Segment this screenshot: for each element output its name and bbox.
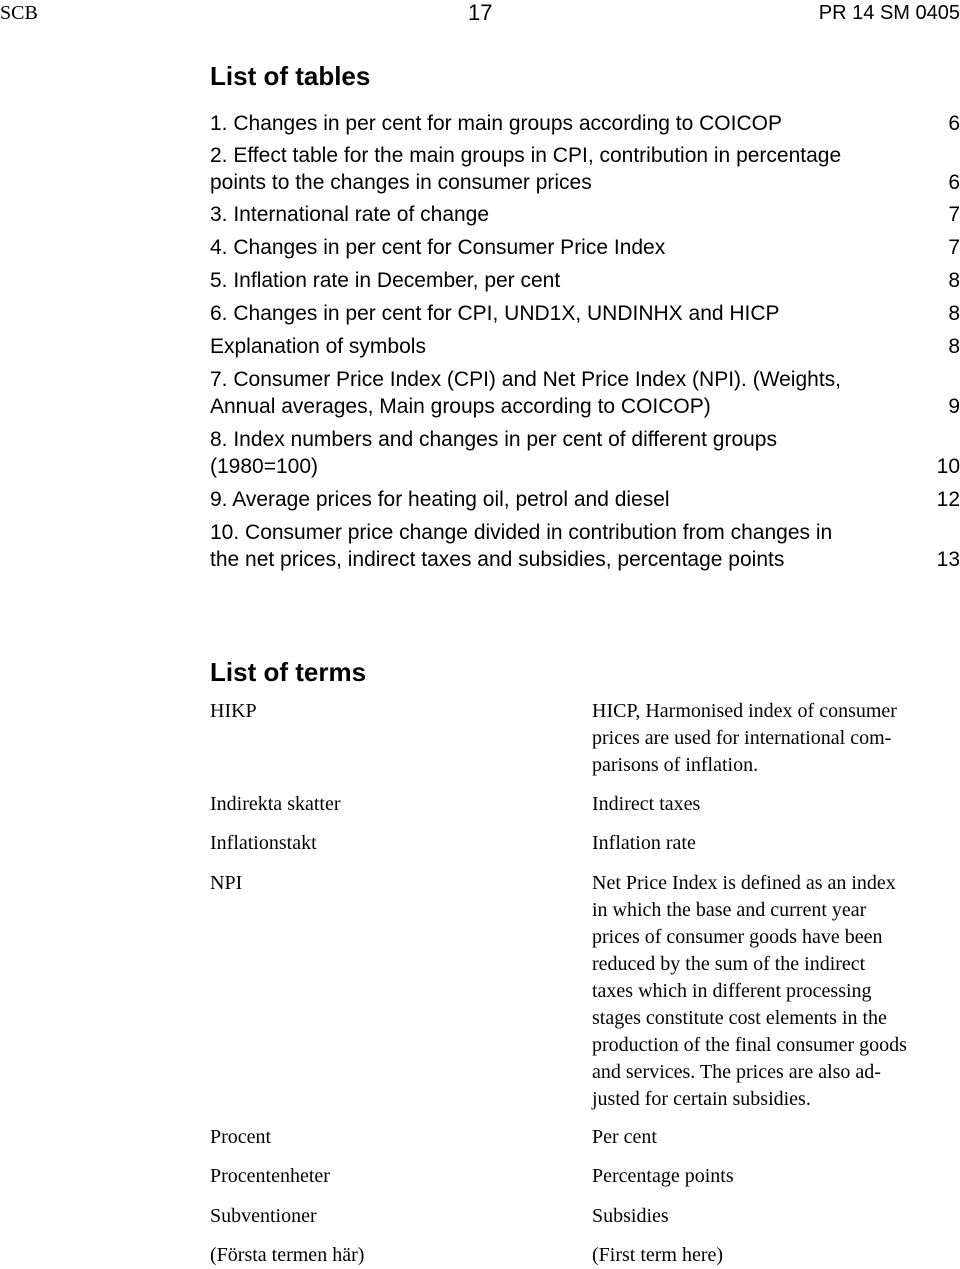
terms-heading: List of terms	[210, 657, 367, 687]
toc-entry-title: 3. International rate of change	[210, 203, 490, 226]
term-definition-line: prices are used for international com-	[592, 727, 892, 749]
page-number: 17	[468, 0, 493, 25]
toc-entry-title: 5. Inflation rate in December, per cent	[210, 269, 561, 292]
term-definition-line: Percentage points	[592, 1165, 734, 1187]
toc-entry-page: 13	[936, 548, 960, 571]
header-left: SCB	[0, 2, 38, 24]
tables-heading: List of tables	[210, 61, 371, 91]
toc-entry	[210, 201, 960, 228]
term-swedish: Subventioner	[210, 1205, 317, 1227]
toc-entry-title: 6. Changes in per cent for CPI, UND1X, UNDINHX and HICP	[210, 302, 780, 325]
toc-entry-page: 12	[936, 488, 960, 511]
term-definition-line: taxes which in different processing	[592, 980, 872, 1002]
term-swedish: Inflationstakt	[210, 832, 317, 854]
tables-list	[210, 110, 960, 573]
toc-entry	[210, 486, 960, 513]
toc-entry-title: (1980=100)	[210, 455, 319, 478]
toc-entry	[210, 333, 960, 360]
term-definition	[592, 830, 960, 857]
toc-entry-title: Explanation of symbols	[210, 335, 426, 358]
toc-entry-page: 10	[936, 455, 960, 478]
term-definition-line: in which the base and current year	[592, 899, 867, 921]
toc-entry-title: 9. Average prices for heating oil, petrol and diesel	[210, 488, 670, 511]
toc-entry	[210, 426, 960, 480]
term-definition-line: Per cent	[592, 1126, 657, 1148]
term-swedish: (Första termen här)	[210, 1244, 365, 1266]
toc-entry-title: 10. Consumer price change divided in contribution from changes in	[210, 521, 833, 544]
toc-entry-page: 8	[948, 302, 960, 325]
toc-entry-page: 7	[948, 203, 960, 226]
term-definition-line: HICP, Harmonised index of consumer	[592, 700, 897, 722]
term-definition-line: production of the final consumer goods	[592, 1034, 907, 1056]
term-definition-line: (First term here)	[592, 1244, 724, 1266]
term-definition-line: parisons of inflation.	[592, 754, 759, 776]
term-swedish: Procentenheter	[210, 1165, 330, 1187]
toc-entry-page: 8	[948, 335, 960, 358]
term-definition	[592, 698, 960, 779]
term-definition-line: and services. The prices are also ad-	[592, 1061, 881, 1083]
toc-entry	[210, 267, 960, 294]
term-definition-line: Subsidies	[592, 1205, 669, 1227]
term-swedish: Indirekta skatter	[210, 793, 341, 815]
toc-entry-title: the net prices, indirect taxes and subsidies, percentage points	[210, 548, 785, 571]
term-definition-line: justed for certain subsidies.	[592, 1088, 811, 1110]
toc-entry-title: 4. Changes in per cent for Consumer Price Index	[210, 236, 666, 259]
term-definition	[592, 1242, 960, 1269]
toc-entry-page: 8	[948, 269, 960, 292]
term-definition	[592, 1163, 960, 1190]
term-definition-line: stages constitute cost elements in the	[592, 1007, 887, 1029]
term-definition	[592, 1203, 960, 1230]
term-definition-line: Net Price Index is defined as an index	[592, 872, 896, 894]
term-definition	[592, 1124, 960, 1151]
toc-entry	[210, 519, 960, 573]
toc-entry	[210, 110, 960, 137]
term-swedish: HIKP	[210, 700, 257, 722]
term-definition	[592, 791, 960, 818]
term-definition	[592, 870, 960, 1113]
term-definition-line: Inflation rate	[592, 832, 696, 854]
toc-entry-title: 2. Effect table for the main groups in CPI, contribution in percentage	[210, 144, 842, 167]
toc-entry-title: 7. Consumer Price Index (CPI) and Net Price Index (NPI). (Weights,	[210, 368, 842, 391]
term-swedish: NPI	[210, 872, 243, 894]
term-definition-line: Indirect taxes	[592, 793, 701, 815]
toc-entry-title: 8. Index numbers and changes in per cent of different groups	[210, 428, 777, 451]
toc-entry-page: 6	[948, 171, 960, 194]
toc-entry-page: 7	[948, 236, 960, 259]
toc-entry	[210, 142, 960, 196]
toc-entry-page: 9	[948, 395, 960, 418]
toc-entry-title: points to the changes in consumer prices	[210, 171, 592, 194]
term-swedish: Procent	[210, 1126, 272, 1148]
toc-entry	[210, 234, 960, 261]
term-definition-line: reduced by the sum of the indirect	[592, 953, 866, 975]
toc-entry-page: 6	[948, 112, 960, 135]
toc-entry	[210, 300, 960, 327]
term-definition-line: prices of consumer goods have been	[592, 926, 883, 948]
toc-entry	[210, 366, 960, 420]
toc-entry-title: 1. Changes in per cent for main groups according to COICOP	[210, 112, 782, 135]
header-right: PR 14 SM 0405	[818, 2, 960, 24]
toc-entry-title: Annual averages, Main groups according to COICOP)	[210, 395, 711, 418]
